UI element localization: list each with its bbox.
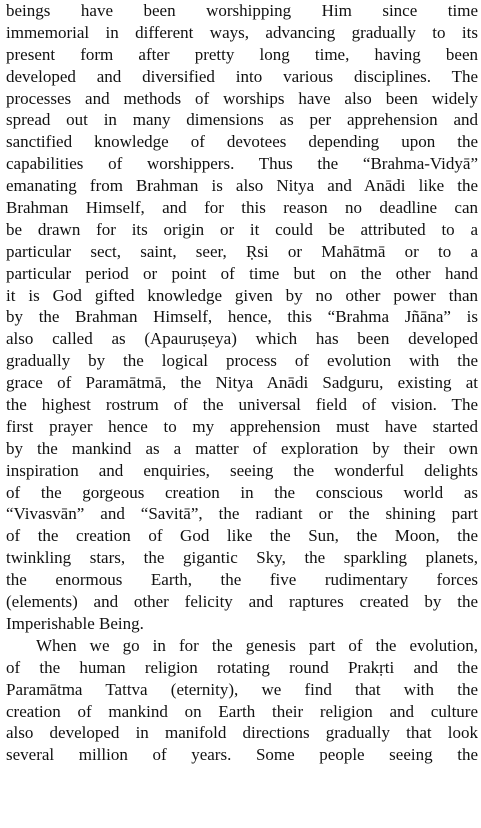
text-line: the highest rostrum of the universal field of vision. The	[6, 395, 478, 415]
text-line: by the mankind as a matter of exploration by their own	[6, 438, 478, 458]
text-line: (elements) and other felicity and raptures created by the	[6, 592, 478, 612]
text-line: by the Brahman Himself, hence, this “Brahma Jñāna” is	[6, 307, 478, 327]
text-line: of the human religion rotating round Prakṛti and the	[6, 657, 478, 677]
text-line: When we go in for the genesis part of the evolution,	[36, 635, 478, 655]
text-line: it is God gifted knowledge given by no other power than	[6, 285, 478, 305]
text-line: immemorial in different ways, advancing gradually to its	[6, 22, 478, 42]
text-line: be drawn for its origin or it could be attributed to a	[6, 219, 478, 239]
text-line: twinkling stars, the gigantic Sky, the sparkling planets,	[6, 548, 478, 568]
paragraph-1	[6, 0, 478, 635]
text-line: the enormous Earth, the five rudimentary forces	[6, 570, 478, 590]
text-line: beings have been worshipping Him since time	[6, 1, 478, 20]
document-page	[6, 0, 478, 766]
text-line: spread out in many dimensions as per apprehension and	[6, 110, 478, 130]
text-line: sanctified knowledge of devotees depending upon the	[6, 132, 478, 152]
text-line: first prayer hence to my apprehension must have started	[6, 416, 478, 436]
text-line: of the gorgeous creation in the conscious world as	[6, 482, 478, 502]
text-line: also developed in manifold directions gradually that look	[6, 723, 478, 743]
text-line: capabilities of worshippers. Thus the “Brahma-Vidyā”	[6, 154, 478, 174]
paragraph-2	[6, 635, 478, 766]
text-line: also called as (Apauruṣeya) which has been developed	[6, 329, 478, 349]
text-line: processes and methods of worships have also been widely	[6, 88, 478, 108]
text-line: developed and diversified into various disciplines. The	[6, 66, 478, 86]
text-line: emanating from Brahman is also Nitya and Anādi like the	[6, 176, 478, 196]
text-line: of the creation of God like the Sun, the Moon, the	[6, 526, 478, 546]
text-line: present form after pretty long time, having been	[6, 44, 478, 64]
text-line: Brahman Himself, and for this reason no deadline can	[6, 198, 478, 218]
text-line: Imperishable Being.	[6, 613, 144, 633]
text-line: grace of Paramātmā, the Nitya Anādi Sadguru, existing at	[6, 373, 478, 393]
text-line: Paramātma Tattva (eternity), we find that with the	[6, 679, 478, 699]
text-line: inspiration and enquiries, seeing the wonderful delights	[6, 460, 478, 480]
text-line: creation of mankind on Earth their religion and culture	[6, 701, 478, 721]
text-line: several million of years. Some people seeing the	[6, 745, 478, 765]
text-line: gradually by the logical process of evolution with the	[6, 351, 478, 371]
text-line: particular period or point of time but on the other hand	[6, 263, 478, 283]
text-line: particular sect, saint, seer, Ṛsi or Mahātmā or to a	[6, 241, 478, 261]
text-line: “Vivasvān” and “Savitā”, the radiant or the shining part	[6, 504, 478, 524]
